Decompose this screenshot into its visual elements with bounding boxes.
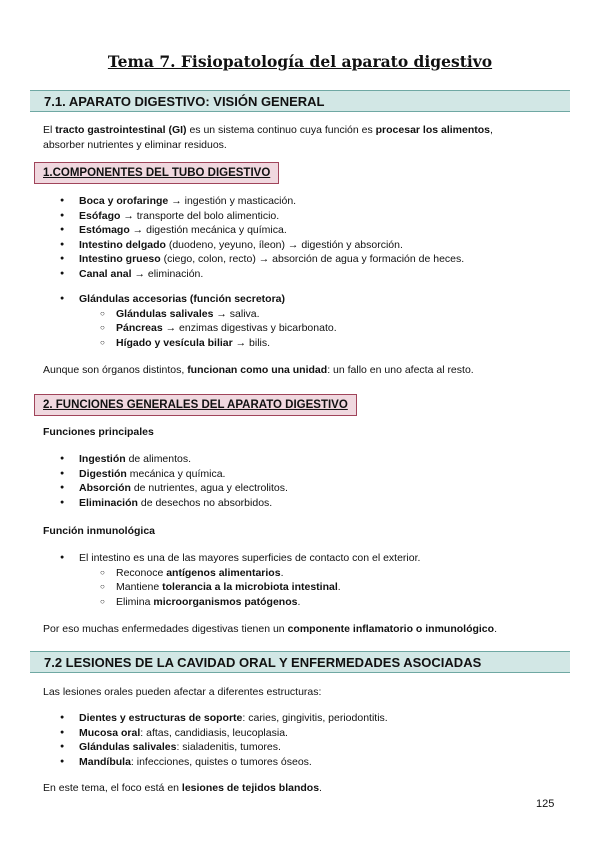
item-text: : aftas, candidiasis, leucoplasia. [140,726,288,739]
sublist [79,307,560,351]
list-item [60,252,560,267]
list-item [60,481,560,496]
intro-paragraph [43,123,553,152]
list-item [60,452,560,467]
item-text: : infecciones, quistes o tumores óseos. [130,755,312,768]
list-item [60,467,560,482]
list-item [60,267,560,282]
section-heading-text: 7.2 LESIONES DE LA CAVIDAD ORAL Y ENFERMEDADES ASOCIADAS [44,655,482,670]
section-heading-7-1 [30,90,570,112]
bold-text: procesar los alimentos [375,124,491,136]
page-title: Tema 7. Fisiopatología del aparato digestivo [107,52,493,71]
item-bold: Intestino grueso [79,253,161,265]
list-item [60,755,560,770]
sublist-item [79,566,560,581]
text: El [43,124,56,136]
item-text: → eliminación. [131,267,204,280]
list-item [60,209,560,224]
inflammatory-note [43,622,553,637]
list-item [60,194,560,209]
item-bold: Intestino delgado [79,238,166,251]
item-text: Elimina [116,595,154,608]
text: absorber nutrientes y eliminar residuos. [43,138,227,151]
item-text: . [280,566,284,579]
sublist [79,566,560,610]
text: : un fallo en uno afecta al resto. [327,364,474,376]
item-bold: tolerancia a la microbiota intestinal [162,581,338,593]
accessory-glands-list [60,292,560,350]
text: Por eso muchas enfermedades digestivas tienen un [43,623,288,635]
item-text: de nutrientes, agua y electrolitos. [130,482,288,494]
list-item [60,496,560,511]
bold-text: componente inflamatorio o inmunológico [287,623,495,635]
item-bold: Mandíbula [79,755,131,768]
sublist-item [79,595,560,610]
item-bold: Dientes y estructuras de soporte [79,712,243,724]
main-functions-list [60,452,560,510]
list-item [60,726,560,741]
item-bold: Estómago [79,224,130,236]
subsection-heading-text: 2. FUNCIONES GENERALES DEL APARATO DIGESTIVO [43,399,348,411]
item-text: de desechos no absorbidos. [137,496,273,509]
item-bold: Digestión [79,467,127,480]
section-heading-7-2 [30,651,570,673]
item-bold: antígenos alimentarios [166,566,281,579]
item-bold: Glándulas salivales [116,307,214,320]
item-text: → bilis. [232,336,271,349]
subsection-heading-text: 1.COMPONENTES DEL TUBO DIGESTIVO [43,167,271,179]
main-functions-title: Funciones principales [43,426,154,438]
item-text: → ingestión y masticación. [168,195,297,207]
immune-function-title: Función inmunológica [43,525,155,537]
subsection-heading-functions [34,394,357,416]
list-item [60,711,560,726]
item-text: (duodeno, yeyuno, íleon) → digestión y absorción. [165,238,403,251]
item-bold: Canal anal [79,267,132,280]
item-bold: Absorción [79,482,131,494]
text: Aunque son órganos distintos, [43,364,188,376]
oral-lesions-intro: Las lesiones orales pueden afectar a diferentes estructuras: [43,686,322,698]
item-text: : caries, gingivitis, periodontitis. [242,712,388,724]
text: . [494,623,497,635]
item-text: → transporte del bolo alimenticio. [120,209,280,222]
item-text: Reconoce [116,566,167,579]
bold-text: lesiones de tejidos blandos [181,782,320,794]
bold-text: funcionan como una unidad [187,364,328,376]
list-item [60,740,560,755]
text: es un sistema continuo cuya función es [186,124,376,136]
sublist-item [79,580,560,595]
item-text: : sialadenitis, tumores. [176,741,281,753]
item-bold: Mucosa oral [79,726,141,739]
item-text: (ciego, colon, recto) → absorción de agua y formación de heces. [160,253,465,265]
oral-lesions-list [60,711,560,769]
item-text: Mantiene [116,581,163,593]
item-bold: Esófago [79,209,121,222]
item-text: → digestión mecánica y química. [129,224,287,236]
sublist-item [79,307,560,322]
list-item [60,292,560,350]
list-item [60,238,560,253]
immune-function-list [60,551,560,609]
item-bold: Glándulas salivales [79,741,177,753]
item-text: → saliva. [213,307,260,320]
item-bold: Páncreas [116,322,163,334]
soft-tissue-note [43,781,553,796]
bold-text: tracto gastrointestinal (GI) [55,124,187,136]
item-bold: Glándulas accesorias (función secretora) [79,293,285,305]
item-text: . [337,581,341,593]
page-number: 125 [536,798,555,810]
subsection-heading-components [34,162,279,184]
sublist-item [79,321,560,336]
item-text: de alimentos. [125,453,192,465]
item-bold: Ingestión [79,453,126,465]
section-heading-text: 7.1. APARATO DIGESTIVO: VISIÓN GENERAL [44,94,325,109]
sublist-item [79,336,560,351]
list-item [60,551,560,609]
unity-note [43,363,553,378]
item-bold: Eliminación [79,496,138,509]
text: . [319,782,322,794]
item-bold: microorganismos patógenos [153,595,298,608]
item-bold: Boca y orofaringe [79,195,169,207]
list-item [60,223,560,238]
text: , [490,124,493,136]
item-text: . [297,595,301,608]
text: En este tema, el foco está en [43,782,182,794]
item-bold: Hígado y vesícula biliar [116,336,233,349]
components-list [60,194,560,281]
item-text: → enzimas digestivas y bicarbonato. [162,322,337,334]
item-text: mecánica y química. [126,467,226,480]
item-text: El intestino es una de las mayores superficies de contacto con el exterior. [79,552,421,564]
